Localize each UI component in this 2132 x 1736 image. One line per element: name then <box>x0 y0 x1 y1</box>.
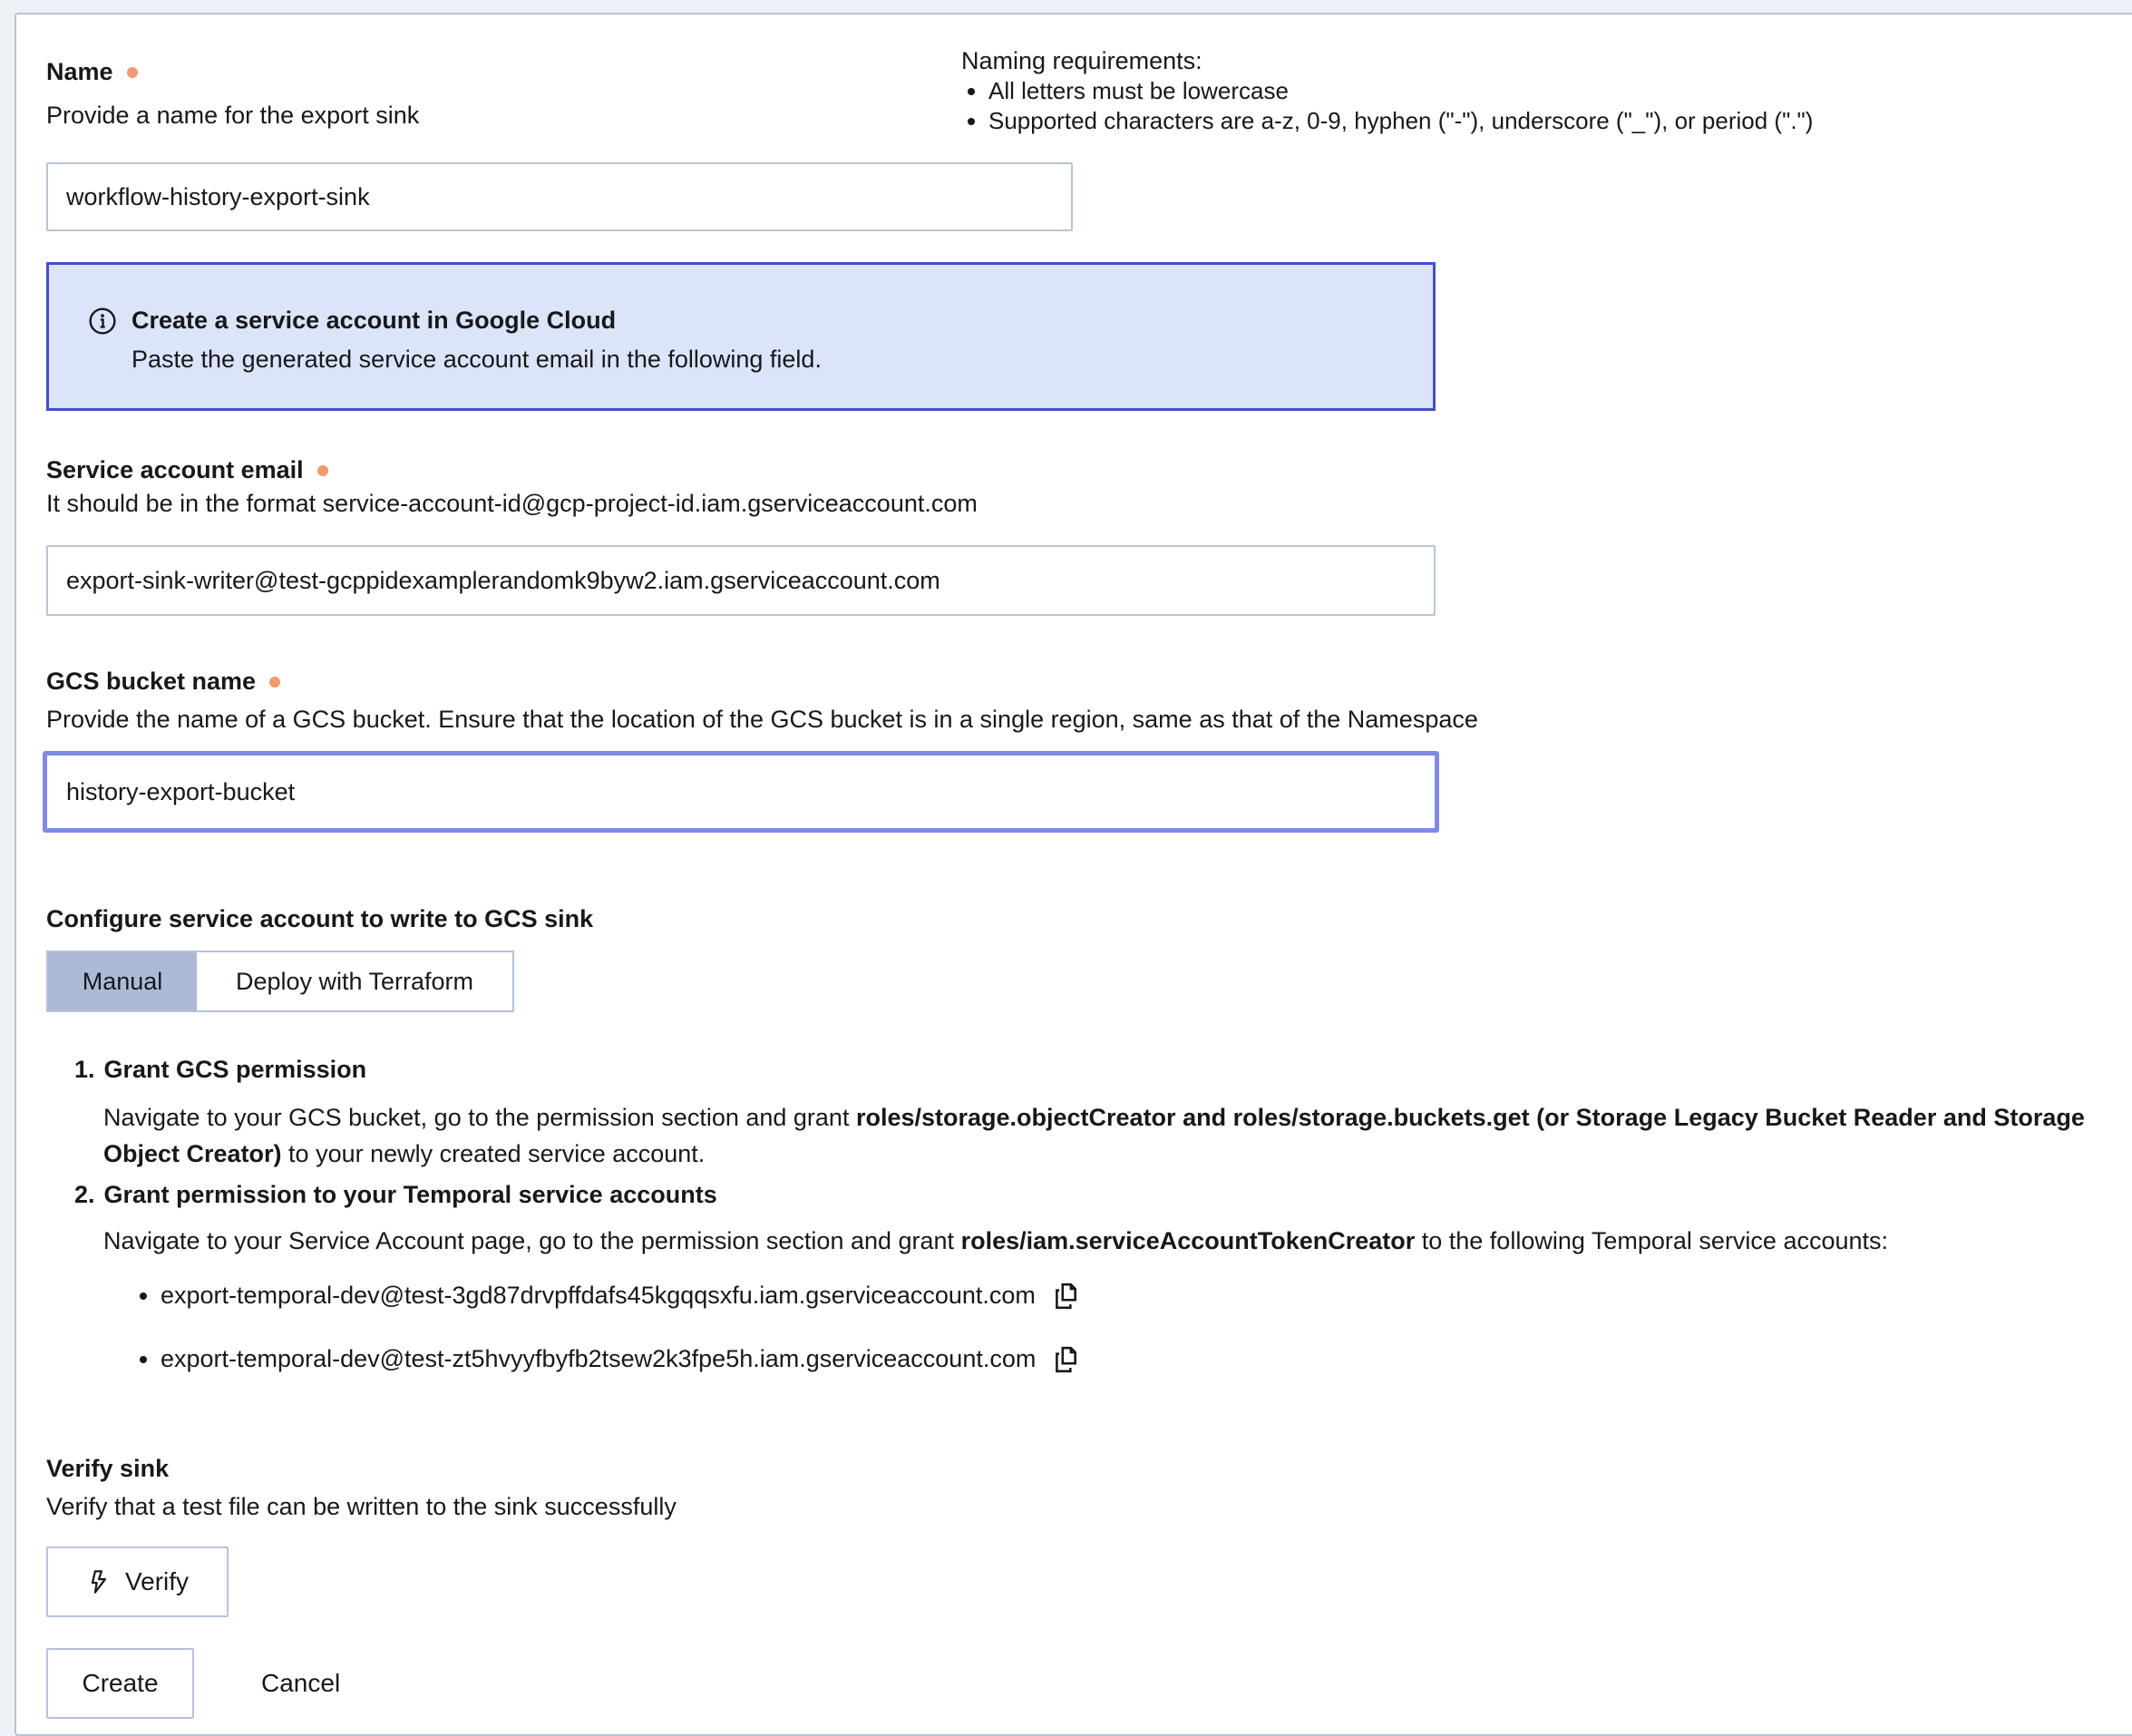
naming-requirements-title: Naming requirements: <box>961 47 1202 74</box>
info-banner-title: Create a service account in Google Cloud <box>131 307 617 334</box>
service-account-label-row <box>46 454 2132 485</box>
step-body <box>103 1223 2085 1259</box>
bucket-label-row <box>46 666 2132 697</box>
configure-section-title: Configure service account to write to GCS sink <box>46 905 594 932</box>
tab-deploy-with-terraform[interactable]: Deploy with Terraform <box>197 952 512 1010</box>
form-actions <box>46 1648 2132 1719</box>
copy-icon <box>1052 1345 1079 1374</box>
verify-button-label: Verify <box>124 1567 190 1595</box>
step-body-bold: roles/storage.objectCreator and roles/storage.buckets.get (or Storage Legacy Bucket Reader and Storage Object Creator) <box>103 1104 2085 1167</box>
info-icon <box>88 307 117 408</box>
create-export-sink-panel <box>15 13 2132 1736</box>
verify-button[interactable] <box>46 1546 229 1617</box>
name-description: Provide a name for the export sink <box>46 102 420 129</box>
gcs-bucket-name-input[interactable] <box>43 751 1439 833</box>
step-grant-gcs-permission <box>46 1054 2132 1172</box>
required-dot <box>269 677 280 688</box>
step-body-text: Navigate to your Service Account page, go to the permission section and grant <box>103 1227 961 1254</box>
naming-requirement-item: • All letters must be lowercase <box>988 76 2132 106</box>
copy-button[interactable] <box>1052 1282 1079 1313</box>
step-title: Grant permission to your Temporal service accounts <box>103 1181 717 1208</box>
manual-steps <box>46 1054 2132 1377</box>
verify-sink-description: Verify that a test file can be written to the sink successfully <box>46 1493 677 1520</box>
create-button[interactable]: Create <box>46 1648 194 1719</box>
tab-manual[interactable]: Manual <box>48 952 197 1010</box>
list-item <box>161 1343 2132 1377</box>
temporal-service-account-list <box>46 1280 2132 1377</box>
required-dot <box>127 67 138 78</box>
name-section <box>46 47 2132 231</box>
name-input[interactable] <box>46 162 1073 231</box>
cancel-button[interactable]: Cancel <box>256 1668 346 1699</box>
info-banner-text <box>131 305 822 408</box>
service-account-email: export-temporal-dev@test-zt5hvyyfbyfb2tsew2k3fpe5h.iam.gserviceaccount.com <box>161 1345 1037 1372</box>
step-body-text: to your newly created service account. <box>281 1140 706 1167</box>
service-account-description: It should be in the format service-account-id@gcp-project-id.iam.gserviceaccount.com <box>46 490 978 517</box>
step-number: 2. <box>74 1181 95 1208</box>
name-label: Name <box>46 58 113 85</box>
step-body-text: Navigate to your GCS bucket, go to the permission section and grant <box>103 1104 856 1131</box>
step-title-row <box>46 1179 2132 1210</box>
service-account-label: Service account email <box>46 456 304 483</box>
service-account-email: export-temporal-dev@test-3gd87drvpffdafs45kgqqsxfu.iam.gserviceaccount.com <box>161 1282 1036 1309</box>
step-title: Grant GCS permission <box>103 1056 367 1083</box>
required-dot <box>317 465 328 476</box>
step-body-bold: roles/iam.serviceAccountTokenCreator <box>960 1227 1416 1254</box>
step-body <box>103 1099 2085 1172</box>
info-banner-body: Paste the generated service account email in the following field. <box>131 346 822 373</box>
copy-button[interactable] <box>1052 1345 1079 1377</box>
bucket-label: GCS bucket name <box>46 668 257 695</box>
bucket-description: Provide the name of a GCS bucket. Ensure that the location of the GCS bucket is in a single region, same as that of the Namespace <box>46 706 1478 733</box>
naming-requirement-item: • Supported characters are a-z, 0-9, hyphen ("-"), underscore ("_"), or period (".") <box>988 106 2132 136</box>
step-title-row <box>46 1054 2132 1085</box>
configure-tabs <box>46 951 514 1012</box>
copy-icon <box>1052 1282 1079 1311</box>
step-number: 1. <box>74 1056 95 1083</box>
service-account-email-input[interactable] <box>46 545 1436 616</box>
list-item <box>161 1280 2132 1313</box>
info-banner <box>46 262 1436 411</box>
verify-sink-title: Verify sink <box>46 1455 170 1482</box>
step-body-text: to the following Temporal service accounts: <box>1415 1227 1889 1254</box>
step-grant-temporal-permission <box>46 1179 2132 1259</box>
naming-requirements <box>961 45 2132 136</box>
lightning-icon <box>86 1568 112 1595</box>
naming-requirements-list <box>961 76 2132 136</box>
